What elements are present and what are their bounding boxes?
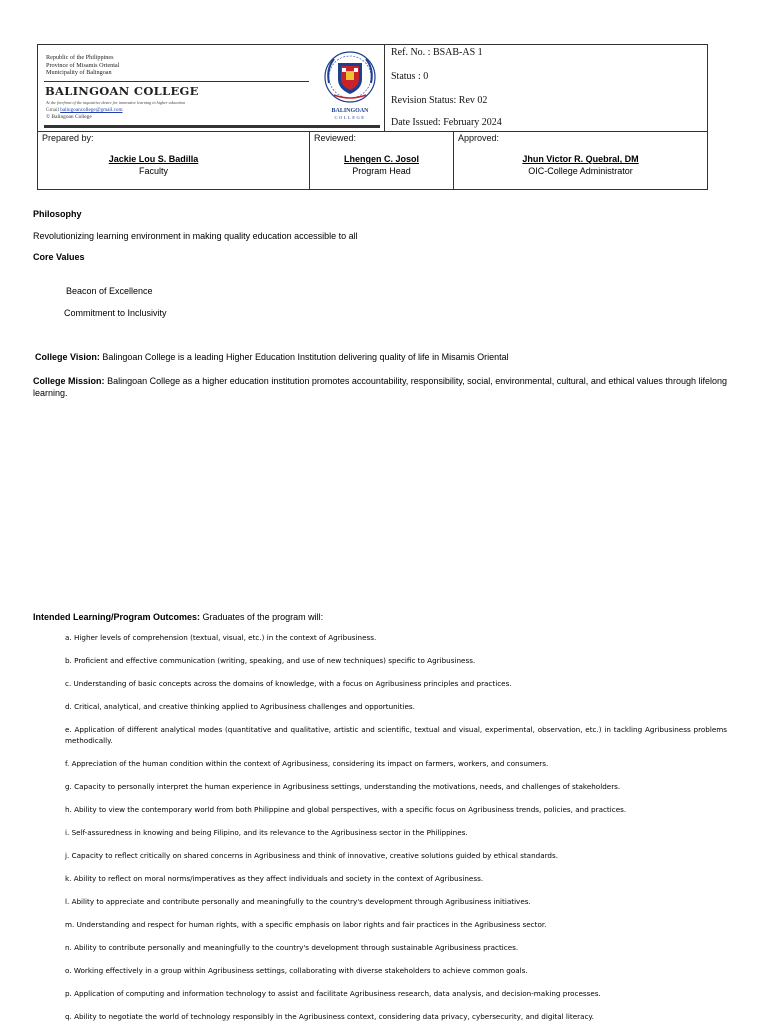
college-letterhead — [38, 45, 385, 131]
mission-text: Balingoan College as a higher education institution promotes accountability, responsibility, social, environmental, cultural, and ethical values through lifelong learning. — [33, 376, 728, 398]
letterhead-rule — [44, 81, 309, 82]
prepared-by-name: Jackie Lou S. Badilla — [108, 154, 199, 164]
outcome-item: i. Self-assuredness in knowing and being Filipino, and its relevance to the Agribusiness sector in the Philippines. — [65, 828, 468, 837]
college-email — [46, 107, 123, 113]
outcome-item: e. Application of different analytical modes (quantitative and qualitative, artistic and scientific, textual and visual, experimental, observation, etc.) in tackling Agribusiness problems methodically. — [65, 725, 727, 745]
outcomes-intro: Graduates of the program will: — [200, 612, 324, 622]
mission-label: College Mission: — [33, 376, 105, 386]
gov-line-province: Province of Misamis Oriental — [46, 61, 120, 69]
svg-text:COLLEGE: COLLEGE — [334, 115, 366, 120]
philosophy-text: Revolutionizing learning environment in making quality education accessible to all — [33, 231, 358, 241]
date-issued: Date Issued: February 2024 — [391, 117, 502, 128]
vision-text: Balingoan College is a leading Higher Education Institution delivering quality of life in Misamis Oriental — [99, 352, 509, 362]
core-values-heading: Core Values — [33, 252, 85, 262]
outcome-item: q. Ability to negotiate the world of technology responsibly in the Agribusiness context, considering data privacy, cybersecurity, and digital literacy. — [65, 1012, 594, 1021]
reviewed-by-cell — [309, 132, 453, 190]
revision-status: Revision Status: Rev 02 — [391, 95, 488, 106]
approved-by-caption: Approved: — [458, 133, 500, 143]
prepared-by-role: Faculty — [138, 166, 168, 176]
outcome-item: o. Working effectively in a group within Agribusiness settings, collaborating with diverse stakeholders to achieve common goals. — [65, 966, 528, 975]
outcome-item: f. Appreciation of the human condition within the context of Agribusiness, considering its impact on farmers, workers, and consumers. — [65, 759, 549, 768]
status-value: Status : 0 — [391, 71, 429, 82]
outcomes-label: Intended Learning/Program Outcomes: — [33, 612, 201, 622]
outcome-item: k. Ability to reflect on moral norms/imperatives as they affect individuals and society in the context of Agribusiness. — [65, 874, 484, 883]
college-name: BALINGOAN COLLEGE — [45, 84, 199, 98]
facebook-icon: © — [46, 114, 51, 120]
reviewed-by-caption: Reviewed: — [314, 133, 357, 143]
outcome-item: h. Ability to view the contemporary world from both Philippine and global perspectives, with a specific focus on Agribusiness trends, policies, and practices. — [65, 805, 627, 814]
core-value-item: Beacon of Excellence — [66, 286, 153, 296]
approved-by-cell — [453, 132, 707, 190]
outcome-item: d. Critical, analytical, and creative thinking applied to Agribusiness challenges and opportunities. — [65, 702, 415, 711]
college-seal-icon — [320, 49, 380, 125]
signatories-row — [38, 131, 707, 190]
document-control-info — [385, 45, 707, 131]
outcomes-list — [65, 632, 727, 1034]
approved-by-role: OIC-College Administrator — [528, 166, 633, 176]
outcomes-heading — [33, 611, 323, 623]
college-mission — [33, 375, 727, 399]
outcome-item: n. Ability to contribute personally and meaningfully to the country's development through sustainable Agribusiness practices. — [65, 943, 519, 952]
document-header — [37, 44, 708, 190]
outcome-item: g. Capacity to personally interpret the human experience in Agribusiness settings, understanding the motivations, needs, and challenges of stakeholders. — [65, 782, 621, 791]
outcome-item: m. Understanding and respect for human rights, with a specific emphasis on labor rights and fair practices in the Agribusiness sector. — [65, 920, 547, 929]
email-link[interactable]: balingoancollege@gmail.com — [60, 107, 123, 113]
outcome-item: b. Proficient and effective communication (writing, speaking, and use of new techniques) specific to Agribusiness. — [65, 656, 476, 665]
facebook-label: Balingoan College — [51, 114, 92, 120]
college-tagline: At the forefront of the inquisitive desire for innovative learning in higher education — [46, 100, 186, 105]
prepared-by-caption: Prepared by: — [42, 133, 94, 143]
reviewed-by-name: Lhengen C. Josol — [343, 154, 419, 164]
letterhead-bottom-bar — [44, 125, 380, 128]
gov-line-municipality: Municipality of Balingoan — [46, 69, 112, 77]
gov-line-republic: Republic of the Philippines — [46, 54, 114, 61]
reviewed-by-role: Program Head — [352, 166, 411, 176]
outcome-item: p. Application of computing and information technology to assist and facilitate Agribusiness research, data analysis, and decision-making processes. — [65, 989, 601, 998]
philosophy-heading: Philosophy — [33, 209, 82, 219]
college-vision — [35, 351, 725, 363]
outcome-item: l. Ability to appreciate and contribute personally and meaningfully to the country's development through Agribusiness initiatives. — [65, 897, 531, 906]
reference-number: Ref. No. : BSAB-AS 1 — [391, 47, 483, 58]
outcome-item: j. Capacity to reflect critically on shared concerns in Agribusiness and think of innovative, creative solutions guided by ethical standards. — [65, 851, 559, 860]
outcome-item: a. Higher levels of comprehension (textual, visual, etc.) in the context of Agribusiness. — [65, 633, 377, 642]
core-value-item: Commitment to Inclusivity — [64, 308, 167, 318]
email-label: Gmail — [46, 107, 59, 113]
vision-label: College Vision: — [35, 352, 100, 362]
approved-by-name: Jhun Victor R. Quebral, DM — [522, 154, 639, 164]
prepared-by-cell — [38, 132, 309, 190]
outcome-item: c. Understanding of basic concepts across the domains of knowledge, with a focus on Agribusiness principles and practices. — [65, 679, 512, 688]
government-lines — [46, 54, 119, 77]
svg-text:BALINGOAN: BALINGOAN — [331, 108, 369, 114]
college-facebook — [46, 114, 92, 120]
